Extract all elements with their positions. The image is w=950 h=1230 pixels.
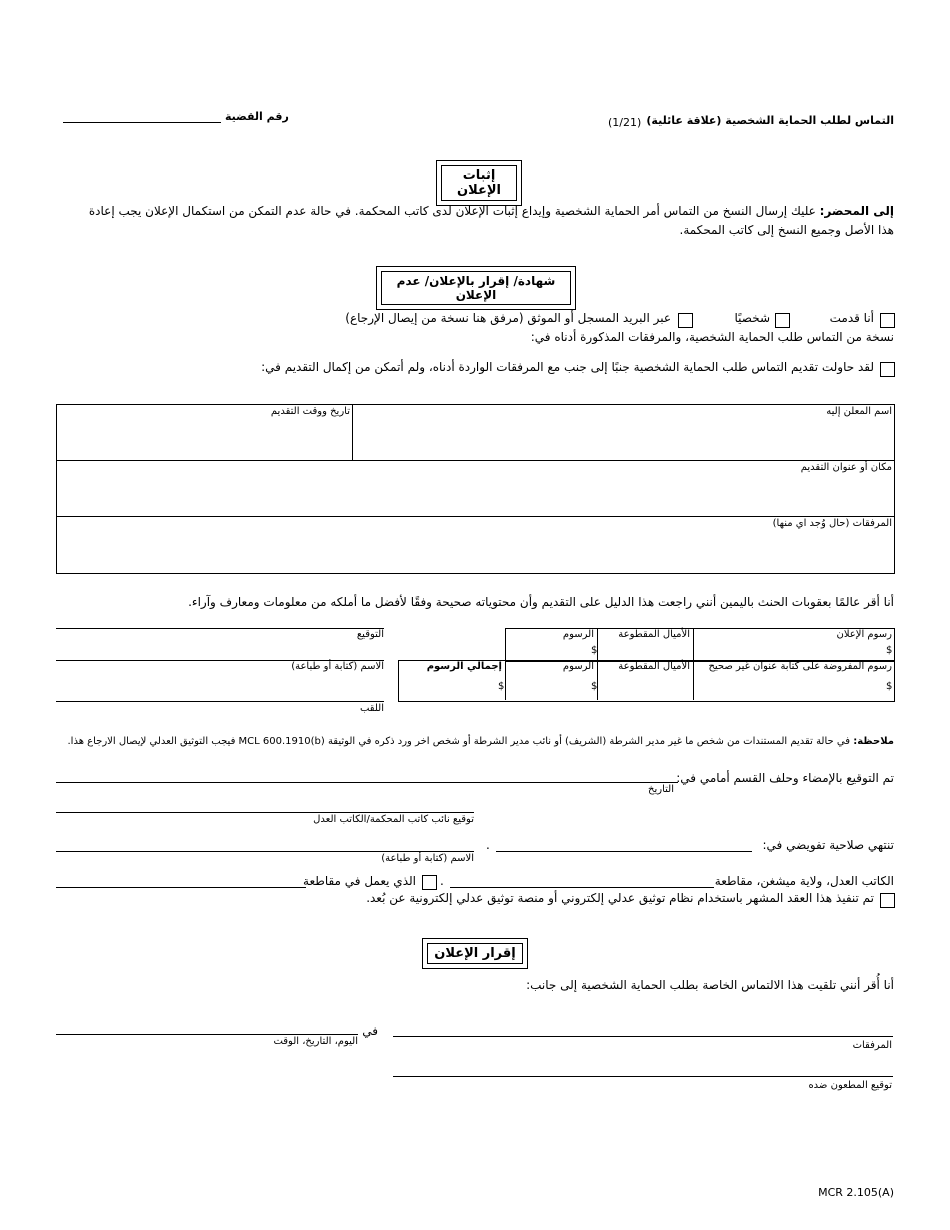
commission-period: . [486,838,490,852]
acting-in-checkbox[interactable] [422,875,437,890]
attempted-text: لقد حاولت تقديم التماس طلب الحماية الشخصية جنبًا إلى جنب مع المرفقات الواردة أدناه، ولم أتمكن من إكمال التقديم في: [261,360,874,374]
notary-name-line[interactable] [56,851,474,852]
notary-public-label: الكاتب العدل، ولاية ميشغن، مقاطعة [714,874,894,888]
to-officer-label: إلى المحضر: [819,204,894,218]
electronic-notarization-text: تم تنفيذ هذا العقد المشهر باستخدام نظام توثيق عدلي إلكتروني أو منصة توثيق عدلي إلكترونية عن بُعد. [366,891,874,905]
commission-expires-label: تنتهي صلاحية تفويضي في: [762,838,894,852]
case-number-label: رقم القضية [225,110,289,123]
served-label: أنا قدمت [829,311,874,325]
ack-day-date-time-line[interactable] [56,1034,358,1035]
table-divider-v [352,404,353,460]
form-title: التماس لطلب الحماية الشخصية (علاقة عائلية) [646,114,894,127]
note-text: في حالة تقديم المستندات من شخص ما غير مدير الشرطة (الشريف) أو نائب مدير الشرطة أو شخص اخر ورد ذكره في الوثيقة MCL 600.1910(b) فيجب التوثيق العدلي لإيصال الارجاع هذا. [67,736,851,747]
title-line[interactable] [56,701,384,702]
attachments-field[interactable] [60,530,888,570]
certificate-heading [376,266,576,310]
incorrect-address-fee-label: رسوم المفروضة على كتابة عنوان غير صحيح [708,661,892,672]
ack-day-date-time-label: اليوم، التاريخ، الوقت [273,1036,358,1047]
acknowledgment-title: إقرار الإعلان [427,943,523,964]
personally-checkbox[interactable] [775,313,790,328]
attachments-label: المرفقات (حال وُجد اي منها) [772,518,892,529]
deputy-clerk-signature-line[interactable] [56,812,474,813]
service-fee-dollar[interactable]: $ [886,645,893,656]
fee-2-dollar[interactable]: $ [591,681,598,692]
respondent-name-field[interactable] [358,418,888,458]
ack-attachments-line[interactable] [393,1036,893,1037]
mail-label: عبر البريد المسجل أو الموثق (مرفق هنا نسخة من إيصال الإرجاع) [345,311,671,325]
notary-name-label: الاسم (كتابة أو طباعة) [381,853,474,864]
note-label: ملاحظة: [853,736,894,747]
miles-traveled-label: الأميال المقطوعة [618,629,690,640]
service-fee-label: رسوم الإعلان [836,629,892,640]
acting-in-label: الذي يعمل في مقاطعة [303,874,416,888]
fees-row2-div-c [693,660,694,700]
notary-county-line[interactable] [450,887,714,888]
fees-row1-div-b [693,628,694,660]
electronic-notarization-checkbox[interactable] [880,893,895,908]
acting-county-line[interactable] [56,887,306,888]
table-divider-1 [56,460,894,461]
attempted-checkbox[interactable] [880,362,895,377]
date-time-field[interactable] [60,418,348,458]
proof-of-service-title: إثبات الإعلان [441,165,517,201]
acknowledgment-text: أنا أُقر أنني تلقيت هذا الالتماس الخاصة بطلب الحماية الشخصية إلى جانب: [526,978,894,992]
total-fee-label: إجمالي الرسوم [426,661,502,672]
certificate-title: شهادة/ إقرار بالإعلان/ عدم الإعلان [381,271,571,305]
ack-attachments-label: المرفقات [852,1040,892,1051]
name-label: الاسم (كتابة أو طباعة) [291,661,384,672]
perjury-declaration: أنا أقر عالمًا بعقوبات الحنث باليمين أنني راجعت هذا الدليل على التقديم وأن محتوياته صحيحة وفقًا لأفضل ما أملكه من معلومات ومعارف وآراء. [188,595,894,609]
miles-traveled-2-label: الأميال المقطوعة [618,661,690,672]
note-paragraph [68,736,895,747]
deputy-clerk-signature-label: توقيع نائب كاتب المحكمة/الكاتب العدل [313,814,474,825]
form-version: (1/21) [608,116,642,129]
commission-expires-line[interactable] [496,851,752,852]
form-code: MCR 2.105(A) [818,1186,894,1199]
fee-label: الرسوم [562,629,594,640]
served-copy-text: نسخة من التماس طلب الحماية الشخصية، والمرفقات المذكورة أدناه في: [530,330,894,344]
ack-on-label: في [362,1024,378,1038]
to-officer-paragraph [70,202,894,240]
proof-of-service-heading [436,160,522,206]
fee-dollar[interactable]: $ [591,645,598,656]
to-officer-text: عليك إرسال النسخ من التماس أمر الحماية الشخصية وإيداع إثبات الإعلان لدى كاتب المحكمة. في حالة عدم التمكن من استكمال الإعلان يجب إعادة هذا الأصل وجميع النسخ إلى كاتب المحكمة. [88,204,894,237]
acknowledgment-heading [422,938,528,969]
signature-line[interactable] [56,628,384,629]
incorrect-address-dollar[interactable]: $ [886,681,893,692]
case-number-field[interactable] [63,122,221,123]
place-address-label: مكان أو عنوان التقديم [800,462,892,473]
signed-sworn-label: تم التوقيع بالإمضاء وحلف القسم أمامي في: [676,771,894,785]
mail-checkbox[interactable] [678,313,693,328]
served-checkbox[interactable] [880,313,895,328]
place-address-field[interactable] [60,474,888,514]
total-fee-dollar[interactable]: $ [498,681,505,692]
notary-county-period: . [440,874,444,888]
signature-label: التوقيع [356,629,384,640]
fees-row2-div-b [597,660,598,700]
fees-row2-div-a [505,660,506,700]
sworn-date-label: التاريخ [648,784,674,795]
respondent-signature-line[interactable] [393,1076,893,1077]
respondent-name-label: اسم المعلن إليه [826,406,892,417]
table-divider-2 [56,516,894,517]
personally-label: شخصيًا [734,311,770,325]
sworn-date-line[interactable] [56,782,678,783]
fee-2-label: الرسوم [562,661,594,672]
date-time-label: تاريخ ووقت التقديم [270,406,350,417]
respondent-signature-label: توقيع المطعون ضده [808,1080,892,1091]
title-label: اللقب [359,703,384,714]
